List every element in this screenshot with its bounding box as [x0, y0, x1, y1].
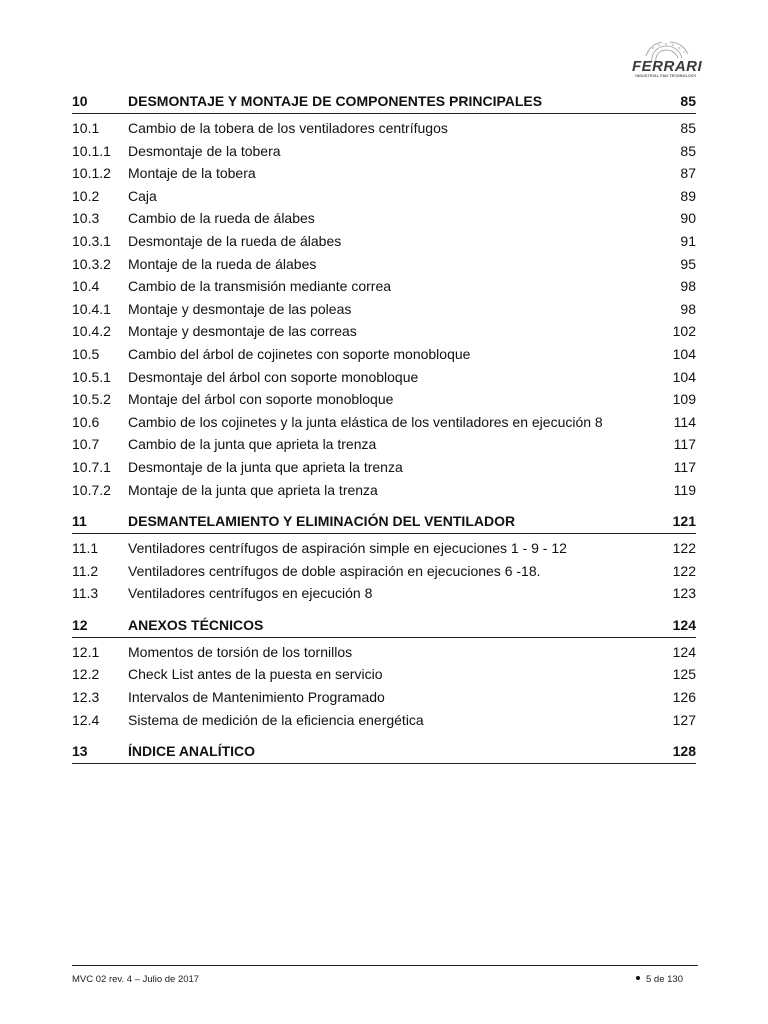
toc-title: Cambio de la rueda de álabes — [128, 210, 315, 227]
footer-document-ref: MVC 02 rev. 4 – Julio de 2017 — [72, 974, 200, 985]
toc-title: Caja — [128, 187, 157, 204]
table-of-contents — [72, 90, 696, 769]
logo-tagline: INDUSTRIAL FAN TECHNOLOGY — [635, 74, 697, 78]
toc-row[interactable] — [72, 232, 696, 255]
toc-page: 104 — [672, 345, 696, 362]
toc-row[interactable] — [72, 119, 696, 142]
toc-title: Cambio de la tobera de los ventiladores centrífugos — [128, 120, 448, 136]
toc-row[interactable] — [72, 164, 696, 187]
toc-title: Intervalos de Mantenimiento Programado — [128, 689, 385, 706]
bullet-icon — [636, 976, 640, 980]
toc-page: 104 — [672, 368, 696, 385]
toc-chapter-row[interactable] — [72, 740, 696, 764]
toc-title: Montaje del árbol con soporte monobloque — [128, 391, 394, 408]
toc-page: 122 — [672, 562, 696, 579]
toc-row[interactable] — [72, 643, 696, 666]
footer-page-info: 5 de 130 — [646, 974, 683, 985]
toc-row[interactable] — [72, 300, 696, 323]
toc-number: 10.3.1 — [72, 232, 111, 249]
toc-row[interactable] — [72, 368, 696, 391]
toc-number: 10 — [72, 93, 88, 109]
toc-title: DESMONTAJE Y MONTAJE DE COMPONENTES PRINCIPALES — [128, 93, 543, 109]
toc-title: DESMANTELAMIENTO Y ELIMINACIÓN DEL VENTILADOR — [128, 513, 516, 530]
toc-number: 10.7.1 — [72, 458, 111, 475]
toc-title: ÍNDICE ANALÍTICO — [128, 743, 256, 760]
toc-row[interactable] — [72, 322, 696, 345]
toc-title: Ventiladores centrífugos de doble aspiración en ejecuciones 6 -18. — [128, 562, 541, 579]
toc-page: 98 — [680, 300, 696, 317]
toc-row[interactable] — [72, 209, 696, 232]
toc-title: Montaje de la rueda de álabes — [128, 255, 317, 272]
toc-page: 121 — [672, 513, 696, 530]
toc-title: Desmontaje de la junta que aprieta la trenza — [128, 458, 403, 475]
toc-number: 10.7 — [72, 436, 100, 453]
toc-page: 128 — [672, 743, 696, 760]
toc-title: ANEXOS TÉCNICOS — [128, 616, 264, 633]
toc-number: 13 — [72, 743, 88, 760]
toc-title: Desmontaje del árbol con soporte monobloque — [128, 368, 419, 385]
toc-number: 11.1 — [72, 540, 99, 557]
toc-page: 114 — [673, 413, 696, 430]
toc-title: Desmontaje de la rueda de álabes — [128, 232, 342, 249]
toc-title: Cambio de la transmisión mediante correa — [128, 278, 392, 295]
toc-page: 127 — [672, 711, 696, 728]
toc-page: 95 — [680, 255, 696, 272]
toc-title: Cambio de la junta que aprieta la trenza — [128, 436, 377, 453]
toc-title: Cambio del árbol de cojinetes con soporte monobloque — [128, 345, 471, 362]
toc-page: 126 — [672, 689, 696, 706]
toc-number: 10.4 — [72, 278, 100, 295]
toc-row[interactable] — [72, 345, 696, 368]
toc-number: 11.2 — [72, 562, 99, 579]
toc-title: Desmontaje de la tobera — [128, 142, 281, 159]
toc-title: Ventiladores centrífugos de aspiración simple en ejecuciones 1 - 9 - 12 — [128, 540, 567, 557]
toc-row[interactable] — [72, 142, 696, 165]
toc-row[interactable] — [72, 665, 696, 688]
toc-number: 10.2 — [72, 187, 100, 204]
toc-title: Check List antes de la puesta en servicio — [128, 666, 383, 683]
toc-number: 10.7.2 — [72, 481, 111, 498]
toc-page: 85 — [680, 93, 696, 109]
toc-page: 102 — [672, 323, 696, 340]
toc-number: 12.4 — [72, 711, 100, 728]
footer-page-number — [636, 974, 683, 985]
toc-row[interactable] — [72, 390, 696, 413]
toc-number: 12.2 — [72, 666, 100, 683]
toc-number: 11.3 — [72, 585, 99, 602]
toc-title: Ventiladores centrífugos en ejecución 8 — [128, 585, 373, 602]
toc-number: 10.5.2 — [72, 391, 111, 408]
toc-number: 10.1.1 — [72, 142, 111, 159]
toc-chapter-row[interactable] — [72, 614, 696, 638]
toc-number: 10.3.2 — [72, 255, 111, 272]
toc-title: Montaje y desmontaje de las poleas — [128, 300, 352, 317]
toc-page: 109 — [672, 391, 696, 408]
toc-row[interactable] — [72, 435, 696, 458]
toc-page: 117 — [673, 436, 696, 453]
toc-title: Sistema de medición de la eficiencia energética — [128, 711, 424, 728]
toc-row[interactable] — [72, 711, 696, 734]
toc-chapter-row[interactable] — [72, 90, 696, 114]
toc-title: Cambio de los cojinetes y la junta elástica de los ventiladores en ejecución 8 — [128, 413, 603, 430]
toc-page: 90 — [680, 210, 696, 227]
logo-brand-text: FERRARI — [632, 58, 703, 75]
toc-number: 12.1 — [72, 643, 100, 660]
toc-page: 125 — [672, 666, 696, 683]
toc-number: 10.6 — [72, 413, 100, 430]
toc-row[interactable] — [72, 562, 696, 585]
toc-row[interactable] — [72, 187, 696, 210]
toc-number: 10.4.2 — [72, 323, 111, 340]
toc-row[interactable] — [72, 539, 696, 562]
toc-page: 123 — [672, 585, 696, 602]
toc-page: 85 — [680, 142, 696, 159]
toc-number: 10.5.1 — [72, 368, 111, 385]
toc-number: 10.5 — [72, 345, 100, 362]
toc-page: 91 — [680, 232, 696, 249]
toc-number: 12 — [72, 616, 88, 633]
toc-number: 10.3 — [72, 210, 100, 227]
toc-title: Montaje de la tobera — [128, 165, 256, 182]
toc-page: 85 — [680, 120, 696, 136]
toc-row[interactable] — [72, 413, 696, 436]
toc-page: 89 — [680, 187, 696, 204]
toc-chapter-row[interactable] — [72, 510, 696, 534]
toc-title: Momentos de torsión de los tornillos — [128, 643, 353, 660]
toc-row[interactable] — [72, 481, 696, 504]
toc-page: 117 — [673, 458, 696, 475]
toc-row[interactable] — [72, 584, 696, 607]
toc-page: 119 — [673, 481, 696, 498]
toc-row[interactable] — [72, 277, 696, 300]
toc-page: 87 — [680, 165, 696, 182]
company-logo — [632, 40, 703, 84]
toc-number: 10.1.2 — [72, 165, 111, 182]
toc-title: Montaje y desmontaje de las correas — [128, 323, 357, 340]
toc-row[interactable] — [72, 255, 696, 278]
toc-number: 10.1 — [72, 120, 100, 136]
toc-number: 11 — [72, 513, 87, 530]
toc-number: 10.4.1 — [72, 300, 111, 317]
toc-page: 124 — [672, 643, 696, 660]
toc-row[interactable] — [72, 688, 696, 711]
toc-number: 12.3 — [72, 689, 100, 706]
toc-row[interactable] — [72, 458, 696, 481]
toc-page: 122 — [672, 540, 696, 557]
toc-page: 124 — [672, 616, 696, 633]
toc-title: Montaje de la junta que aprieta la trenza — [128, 481, 378, 498]
footer-divider — [72, 965, 698, 966]
toc-page: 98 — [680, 278, 696, 295]
